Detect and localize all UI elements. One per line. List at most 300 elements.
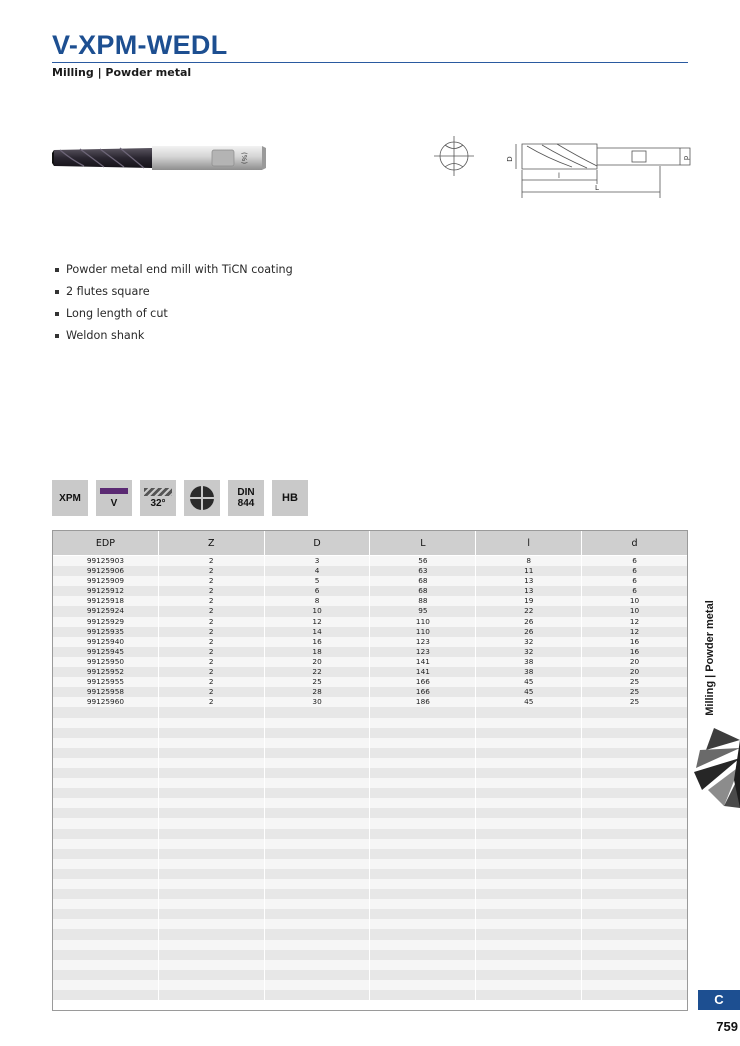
- table-row-empty: [53, 980, 687, 990]
- table-row-empty: [53, 808, 687, 818]
- table-cell: 99125958: [53, 687, 159, 697]
- table-cell: [53, 889, 159, 899]
- table-cell: [265, 788, 371, 798]
- table-cell: [265, 929, 371, 939]
- table-cell: 6: [265, 586, 371, 596]
- table-cell: [370, 980, 476, 990]
- table-row: [53, 556, 687, 566]
- table-cell: [53, 859, 159, 869]
- table-cell: [370, 919, 476, 929]
- table-cell: [159, 940, 265, 950]
- material-icon: [52, 480, 88, 516]
- table-row: [53, 627, 687, 637]
- table-cell: [53, 899, 159, 909]
- dim-L-label: L: [595, 184, 599, 192]
- table-cell: 99125940: [53, 637, 159, 647]
- table-cell: [582, 718, 687, 728]
- table-row-empty: [53, 707, 687, 717]
- table-cell: 110: [370, 617, 476, 627]
- table-cell: [476, 940, 582, 950]
- table-row-empty: [53, 990, 687, 1000]
- column-header-L: L: [370, 531, 476, 555]
- table-cell: [582, 940, 687, 950]
- table-cell: 8: [265, 596, 371, 606]
- table-cell: 14: [265, 627, 371, 637]
- table-cell: 16: [265, 637, 371, 647]
- table-cell: [159, 990, 265, 1000]
- column-header-z: Z: [159, 531, 265, 555]
- table-row-empty: [53, 768, 687, 778]
- coating-label: V: [110, 497, 118, 509]
- table-cell: 32: [476, 647, 582, 657]
- dim-D-label: D: [506, 156, 514, 162]
- table-cell: [476, 808, 582, 818]
- table-cell: [159, 778, 265, 788]
- table-cell: [53, 738, 159, 748]
- table-cell: [265, 990, 371, 1000]
- table-row-empty: [53, 758, 687, 768]
- table-cell: [159, 950, 265, 960]
- coating-icon: [96, 480, 132, 516]
- table-cell: 19: [476, 596, 582, 606]
- table-row: [53, 606, 687, 616]
- table-cell: [582, 758, 687, 768]
- table-cell: [265, 950, 371, 960]
- table-cell: 99125909: [53, 576, 159, 586]
- table-cell: [476, 778, 582, 788]
- table-cell: 2: [159, 657, 265, 667]
- table-row: [53, 697, 687, 707]
- table-cell: [265, 839, 371, 849]
- table-cell: [265, 808, 371, 818]
- table-cell: 2: [159, 687, 265, 697]
- table-cell: 25: [629, 697, 640, 707]
- table-row-empty: [53, 849, 687, 859]
- table-row: [53, 647, 687, 657]
- table-cell: [476, 929, 582, 939]
- table-cell: [476, 950, 582, 960]
- table-cell: [265, 919, 371, 929]
- table-cell: [476, 859, 582, 869]
- table-row-empty: [53, 929, 687, 939]
- table-cell: 20: [629, 667, 640, 677]
- table-cell: [582, 990, 687, 1000]
- table-cell: 2: [159, 667, 265, 677]
- table-cell: 5: [265, 576, 371, 586]
- helix-angle-icon: [140, 480, 176, 516]
- din-number: 844: [237, 498, 255, 509]
- table-cell: 99125918: [53, 596, 159, 606]
- table-cell: 68: [370, 586, 476, 596]
- table-cell: [265, 728, 371, 738]
- helix-stripes: [144, 488, 172, 496]
- table-row-empty: [53, 778, 687, 788]
- table-row: [53, 657, 687, 667]
- table-cell: [265, 869, 371, 879]
- table-row-empty: [53, 718, 687, 728]
- table-row: [53, 566, 687, 576]
- table-cell: 18: [265, 647, 371, 657]
- table-cell: 99125906: [53, 566, 159, 576]
- dim-d-label: d: [682, 155, 690, 161]
- table-cell: [370, 929, 476, 939]
- table-cell: 63: [370, 566, 476, 576]
- section-tab: C: [698, 990, 740, 1010]
- table-cell: 110: [370, 627, 476, 637]
- page-subtitle: Milling | Powder metal: [52, 66, 192, 79]
- table-cell: 45: [476, 677, 582, 687]
- table-cell: 45: [476, 697, 582, 707]
- table-cell: 6: [632, 566, 637, 576]
- table-cell: [159, 768, 265, 778]
- table-cell: 10: [265, 606, 371, 616]
- table-cell: [53, 980, 159, 990]
- table-cell: [582, 778, 687, 788]
- table-cell: [53, 718, 159, 728]
- feature-item: 2 flutes square: [55, 284, 293, 306]
- table-cell: 99125929: [53, 617, 159, 627]
- table-cell: 99125952: [53, 667, 159, 677]
- table-cell: [582, 929, 687, 939]
- table-cell: [53, 768, 159, 778]
- table-cell: 99125935: [53, 627, 159, 637]
- table-cell: [582, 849, 687, 859]
- feature-item: Long length of cut: [55, 306, 293, 328]
- side-section-text: Milling | Powder metal: [704, 600, 716, 716]
- table-cell: [53, 879, 159, 889]
- table-cell: [265, 738, 371, 748]
- table-cell: [53, 798, 159, 808]
- table-cell: 25: [629, 687, 640, 697]
- table-cell: [476, 788, 582, 798]
- table-cell: [265, 818, 371, 828]
- table-cell: [582, 829, 687, 839]
- table-cell: [476, 980, 582, 990]
- helix-angle-label: 32°: [150, 497, 166, 509]
- table-row-empty: [53, 859, 687, 869]
- table-cell: 8: [476, 556, 582, 566]
- table-cell: [476, 839, 582, 849]
- table-cell: [370, 869, 476, 879]
- table-cell: [265, 909, 371, 919]
- din-standard-icon: [228, 480, 264, 516]
- table-row: [53, 677, 687, 687]
- table-cell: 99125924: [53, 606, 159, 616]
- table-cell: [53, 929, 159, 939]
- column-header-l: l: [476, 531, 582, 555]
- table-cell: [53, 748, 159, 758]
- table-cell: 10: [629, 596, 640, 606]
- table-cell: [53, 849, 159, 859]
- table-cell: [265, 768, 371, 778]
- table-cell: 123: [370, 637, 476, 647]
- table-cell: 3: [265, 556, 371, 566]
- table-cell: [476, 758, 582, 768]
- table-cell: 16: [629, 636, 640, 646]
- table-cell: [476, 718, 582, 728]
- table-cell: [265, 829, 371, 839]
- table-cell: [476, 899, 582, 909]
- table-cell: [159, 889, 265, 899]
- table-cell: 2: [159, 586, 265, 596]
- table-cell: [265, 778, 371, 788]
- table-row-empty: [53, 970, 687, 980]
- table-cell: 6: [632, 576, 637, 586]
- table-cell: [265, 849, 371, 859]
- table-cell: 28: [265, 687, 371, 697]
- table-cell: [370, 707, 476, 717]
- table-cell: 25: [265, 677, 371, 687]
- table-cell: 38: [476, 657, 582, 667]
- table-cell: [159, 829, 265, 839]
- table-cell: [265, 960, 371, 970]
- table-cell: [370, 798, 476, 808]
- table-cell: [53, 758, 159, 768]
- table-cell: 26: [476, 617, 582, 627]
- table-cell: [476, 768, 582, 778]
- table-cell: [159, 707, 265, 717]
- table-cell: [370, 879, 476, 889]
- table-cell: [159, 980, 265, 990]
- table-cell: [370, 909, 476, 919]
- table-cell: [265, 889, 371, 899]
- table-cell: 99125960: [53, 697, 159, 707]
- table-cell: [582, 859, 687, 869]
- page-number: 759: [716, 1019, 738, 1034]
- column-header-d: d: [631, 538, 638, 549]
- table-row-empty: [53, 869, 687, 879]
- table-cell: [582, 768, 687, 778]
- table-row-empty: [53, 899, 687, 909]
- table-cell: [53, 728, 159, 738]
- side-section-label: [700, 598, 720, 718]
- table-cell: [265, 718, 371, 728]
- table-cell: [53, 839, 159, 849]
- table-cell: [370, 970, 476, 980]
- table-cell: [370, 718, 476, 728]
- table-cell: [476, 869, 582, 879]
- table-cell: 20: [265, 657, 371, 667]
- table-cell: [582, 980, 687, 990]
- table-cell: 166: [370, 677, 476, 687]
- table-cell: 186: [370, 697, 476, 707]
- table-cell: [265, 798, 371, 808]
- table-cell: [53, 990, 159, 1000]
- column-header-D: D: [265, 531, 371, 555]
- table-cell: 2: [159, 627, 265, 637]
- table-cell: [582, 707, 687, 717]
- table-cell: 2: [159, 566, 265, 576]
- table-row-empty: [53, 738, 687, 748]
- table-cell: [53, 919, 159, 929]
- table-cell: 56: [370, 556, 476, 566]
- table-cell: 2: [159, 677, 265, 687]
- table-cell: [159, 839, 265, 849]
- table-cell: [53, 869, 159, 879]
- table-cell: 99125912: [53, 586, 159, 596]
- square-end-cross-section-icon: [184, 480, 220, 516]
- table-row: [53, 586, 687, 596]
- table-cell: [582, 950, 687, 960]
- end-mill-photo: [52, 140, 282, 178]
- table-cell: [159, 798, 265, 808]
- table-cell: 99125903: [53, 556, 159, 566]
- table-cell: [159, 960, 265, 970]
- shank-type-icon: [272, 480, 308, 516]
- table-row-empty: [53, 889, 687, 899]
- table-row: [53, 576, 687, 586]
- table-cell: [370, 738, 476, 748]
- table-cell: 11: [476, 566, 582, 576]
- table-cell: [370, 818, 476, 828]
- table-row-empty: [53, 950, 687, 960]
- table-cell: [159, 879, 265, 889]
- table-cell: 99125950: [53, 657, 159, 667]
- table-row-empty: [53, 909, 687, 919]
- milling-cutter-graphic: [694, 720, 740, 810]
- table-cell: [159, 728, 265, 738]
- table-cell: 68: [370, 576, 476, 586]
- table-cell: [370, 788, 476, 798]
- table-cell: [582, 909, 687, 919]
- table-cell: [53, 960, 159, 970]
- table-row-empty: [53, 829, 687, 839]
- table-cell: 4: [265, 566, 371, 576]
- table-cell: 25: [629, 677, 640, 687]
- table-cell: 2: [159, 647, 265, 657]
- table-cell: [582, 808, 687, 818]
- table-cell: [265, 899, 371, 909]
- table-cell: 141: [370, 667, 476, 677]
- material-label: XPM: [59, 492, 81, 504]
- table-cell: [53, 818, 159, 828]
- table-cell: [370, 960, 476, 970]
- table-cell: 45: [476, 687, 582, 697]
- feature-item: Powder metal end mill with TiCN coating: [55, 262, 293, 284]
- table-row-empty: [53, 919, 687, 929]
- shank-type-label: HB: [282, 491, 298, 504]
- table-cell: [265, 859, 371, 869]
- dim-l-label: l: [558, 172, 560, 180]
- table-cell: [265, 970, 371, 980]
- table-cell: [53, 829, 159, 839]
- technical-drawing: [432, 132, 694, 204]
- table-cell: [476, 707, 582, 717]
- table-row: [53, 617, 687, 627]
- table-cell: 2: [159, 596, 265, 606]
- table-cell: [476, 728, 582, 738]
- table-row-empty: [53, 818, 687, 828]
- table-cell: [53, 788, 159, 798]
- table-cell: 2: [159, 556, 265, 566]
- feature-list: [55, 262, 293, 350]
- table-row-empty: [53, 879, 687, 889]
- table-cell: [159, 899, 265, 909]
- table-row: [53, 596, 687, 606]
- table-cell: [159, 970, 265, 980]
- table-cell: 22: [476, 606, 582, 616]
- page-title: V-XPM-WEDL: [52, 30, 228, 60]
- table-cell: [53, 950, 159, 960]
- table-cell: [476, 879, 582, 889]
- table-cell: [476, 829, 582, 839]
- table-cell: [265, 940, 371, 950]
- table-cell: 2: [159, 576, 265, 586]
- table-cell: [370, 778, 476, 788]
- table-cell: [370, 829, 476, 839]
- table-cell: 10: [629, 606, 640, 616]
- table-cell: [476, 849, 582, 859]
- table-cell: 88: [370, 596, 476, 606]
- title-divider: [52, 62, 688, 63]
- table-row-empty: [53, 960, 687, 970]
- table-cell: 2: [159, 637, 265, 647]
- table-cell: 141: [370, 657, 476, 667]
- table-cell: [476, 748, 582, 758]
- table-cell: [159, 818, 265, 828]
- table-cell: 32: [476, 637, 582, 647]
- table-cell: 99125945: [53, 647, 159, 657]
- table-cell: [476, 919, 582, 929]
- table-cell: [53, 808, 159, 818]
- table-cell: [159, 738, 265, 748]
- table-row-empty: [53, 798, 687, 808]
- coating-color-bar: [100, 488, 128, 494]
- table-cell: [159, 849, 265, 859]
- table-cell: [159, 929, 265, 939]
- table-row: [53, 667, 687, 677]
- table-cell: [582, 889, 687, 899]
- table-cell: 16: [629, 646, 640, 656]
- table-cell: [582, 919, 687, 929]
- table-cell: [582, 960, 687, 970]
- table-cell: [476, 798, 582, 808]
- table-cell: [159, 808, 265, 818]
- table-cell: [265, 980, 371, 990]
- table-cell: [476, 738, 582, 748]
- table-cell: [582, 869, 687, 879]
- table-cell: [370, 849, 476, 859]
- table-row-empty: [53, 748, 687, 758]
- table-cell: [582, 738, 687, 748]
- table-cell: [370, 899, 476, 909]
- table-cell: [582, 879, 687, 889]
- shank-mark: (%): [240, 151, 248, 165]
- table-row: [53, 687, 687, 697]
- table-cell: [582, 798, 687, 808]
- table-cell: [370, 950, 476, 960]
- table-cell: [476, 970, 582, 980]
- table-cell: [265, 748, 371, 758]
- table-cell: 95: [370, 606, 476, 616]
- table-cell: [159, 718, 265, 728]
- table-cell: [582, 728, 687, 738]
- table-cell: [53, 707, 159, 717]
- table-cell: [476, 960, 582, 970]
- table-cell: 166: [370, 687, 476, 697]
- table-cell: 12: [629, 626, 640, 636]
- table-row: [53, 637, 687, 647]
- column-header-edp: EDP: [53, 531, 159, 555]
- table-cell: [476, 889, 582, 899]
- table-row-empty: [53, 788, 687, 798]
- table-cell: [370, 728, 476, 738]
- table-cell: 38: [476, 667, 582, 677]
- table-cell: 20: [629, 656, 640, 666]
- table-cell: 12: [265, 617, 371, 627]
- table-cell: [265, 707, 371, 717]
- table-cell: [370, 889, 476, 899]
